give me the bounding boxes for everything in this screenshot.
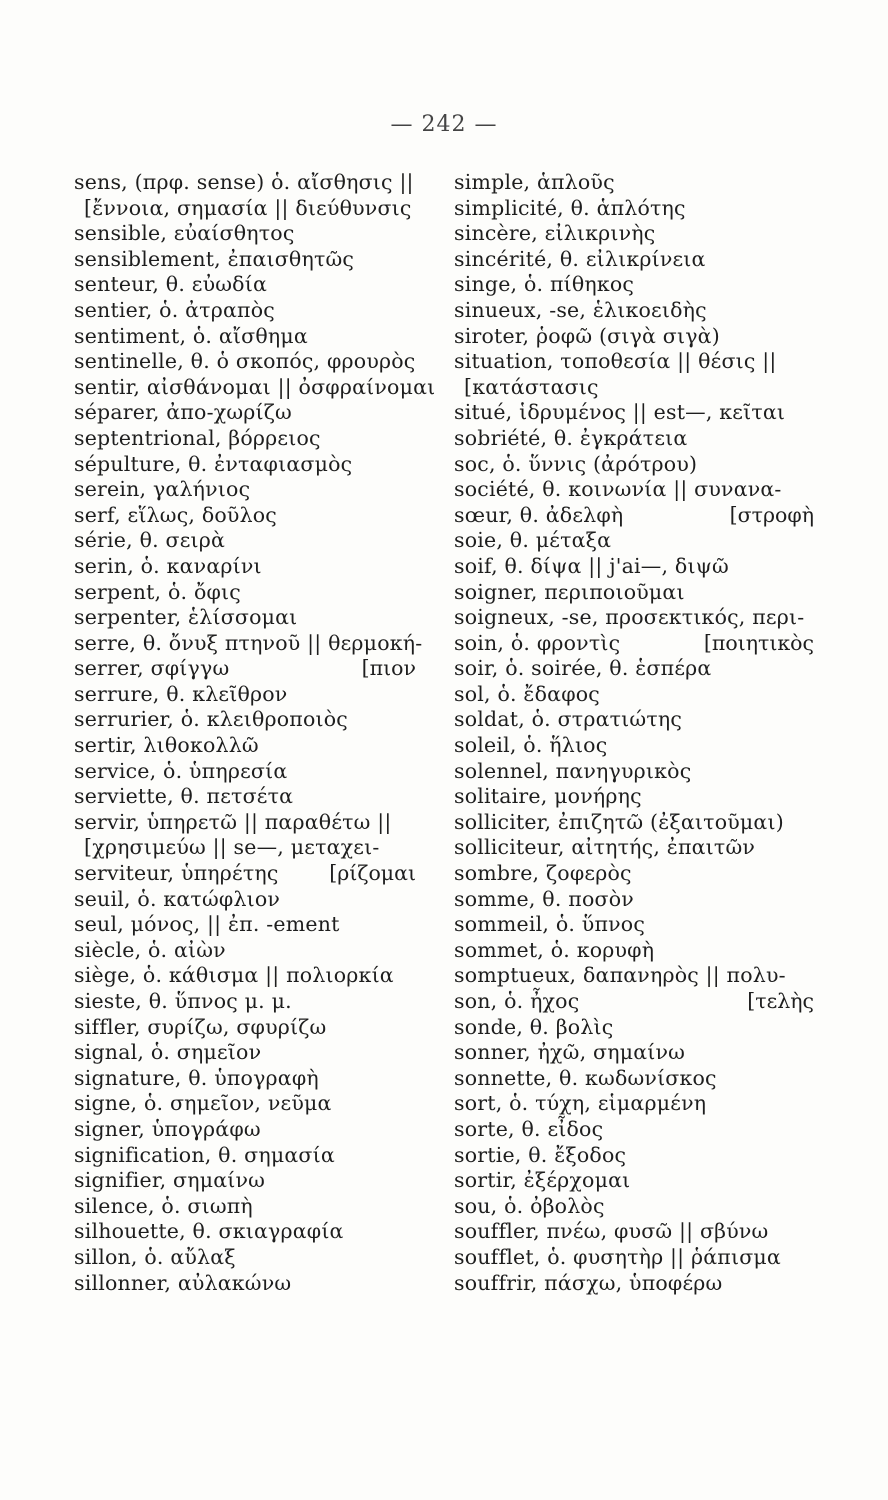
entry-text: séparer, ἀπο-χωρίζω [74, 400, 292, 425]
entry-text: situation, τοποθεσία || θέσις || [454, 349, 777, 374]
entry-text: situé, ἱδρυμένος || est—, κεῖται [454, 400, 786, 425]
entry-text: société, θ. κοινωνία || συνανα- [454, 477, 782, 502]
entry-text: sépulture, θ. ἐνταφιασμὸς [74, 451, 353, 476]
dictionary-entry [454, 1245, 844, 1271]
entry-text: souffrir, πάσχω, ὑποφέρω [454, 1270, 723, 1295]
dictionary-entry [74, 477, 444, 503]
entry-text: solliciteur, αἰτητής, ἐπαιτῶν [454, 835, 756, 860]
entry-text: singe, ὁ. πίθηκος [454, 272, 635, 297]
entry-text: sonnette, θ. κωδωνίσκος [454, 1065, 717, 1090]
dictionary-entry [454, 221, 844, 247]
dictionary-entry [74, 272, 444, 298]
entry-text: serf, εἵλως, δοῦλος [74, 502, 277, 527]
dictionary-entry [74, 784, 444, 810]
entry-text: sonner, ἠχῶ, σημαίνω [454, 1040, 686, 1065]
entry-text: sorte, θ. εἶδος [454, 1116, 604, 1141]
dictionary-entry [454, 426, 844, 452]
dictionary-entry [454, 759, 844, 785]
dictionary-entry [74, 452, 444, 478]
entry-text: simple, ἁπλοῦς [454, 170, 615, 194]
entry-text: sentier, ὁ. ἀτραπὸς [74, 297, 275, 322]
entry-text: sentinelle, θ. ὁ σκοπός, φρουρὸς [74, 349, 416, 374]
dictionary-entry [74, 554, 444, 580]
dictionary-entry [74, 1219, 444, 1245]
dictionary-entry [74, 1066, 444, 1092]
right-column [454, 170, 844, 1296]
entry-text: serrer, σφίγγω [74, 656, 230, 681]
dictionary-entry [454, 503, 844, 529]
dictionary-entry [74, 1271, 444, 1297]
entry-text: soin, ὁ. φροντὶς [454, 630, 621, 655]
dictionary-entry [74, 1015, 444, 1041]
entry-text: servir, ὑπηρετῶ || παραθέτω || [74, 809, 392, 834]
dictionary-entry [74, 861, 444, 887]
dictionary-entry [74, 810, 444, 836]
dictionary-entry [74, 963, 444, 989]
dictionary-entry [454, 682, 844, 708]
entry-text: siècle, ὁ. αἰὼν [74, 937, 226, 962]
entry-text: solitaire, μονήρης [454, 784, 642, 809]
dictionary-entry-continuation [454, 375, 844, 401]
entry-text: soldat, ὁ. στρατιώτης [454, 707, 683, 732]
dictionary-entry [74, 682, 444, 708]
entry-text: solliciter, ἐπιζητῶ (ἐξαιτοῦμαι) [454, 809, 784, 834]
dictionary-entry [74, 938, 444, 964]
entry-text: solennel, πανηγυρικὸς [454, 758, 692, 783]
dictionary-entry [74, 656, 444, 682]
left-column [74, 170, 444, 1296]
page-number: — 242 — [390, 112, 498, 137]
dictionary-entry [454, 196, 844, 222]
dictionary-entry [74, 426, 444, 452]
dictionary-entry-continuation [74, 196, 444, 222]
entry-text: somme, θ. ποσὸν [454, 886, 634, 911]
entry-text: sillon, ὁ. αὔλαξ [74, 1244, 236, 1269]
entry-text: silhouette, θ. σκιαγραφία [74, 1219, 344, 1244]
dictionary-entry [74, 1194, 444, 1220]
entry-text: sol, ὁ. ἔδαφος [454, 681, 600, 706]
entry-continuation-fragment: [στροφὴ [729, 502, 814, 527]
entry-text: sonde, θ. βολὶς [454, 1014, 614, 1039]
dictionary-entry [74, 580, 444, 606]
entry-text: signe, ὁ. σημεῖον, νεῦμα [74, 1091, 332, 1116]
dictionary-entry [454, 1066, 844, 1092]
entry-text: sensiblement, ἐπαισθητῶς [74, 246, 355, 271]
dictionary-entry [454, 605, 844, 631]
dictionary-entry [74, 1117, 444, 1143]
dictionary-entry [454, 247, 844, 273]
entry-text: soir, ὁ. soirée, θ. ἑσπέρα [454, 656, 712, 681]
entry-text: silence, ὁ. σιωπὴ [74, 1193, 253, 1218]
dictionary-entry [74, 1040, 444, 1066]
entry-text: sertir, λιθοκολλῶ [74, 733, 259, 758]
dictionary-entry [74, 375, 444, 401]
entry-text: sommeil, ὁ. ὕπνος [454, 912, 646, 937]
dictionary-entry [74, 605, 444, 631]
dictionary-entry [454, 1040, 844, 1066]
entry-text: seul, μόνος, || ἐπ. -ement [74, 912, 340, 937]
entry-text: sortie, θ. ἔξοδος [454, 1142, 627, 1167]
entry-text: sentir, αἰσθάνομαι || ὀσφραίνομαι [74, 374, 436, 399]
entry-text: soleil, ὁ. ἥλιος [454, 733, 608, 758]
entry-text: seuil, ὁ. κατώφλιον [74, 886, 281, 911]
entry-text: soie, θ. μέταξα [454, 528, 612, 553]
dictionary-entry [454, 835, 844, 861]
dictionary-entry [454, 349, 844, 375]
dictionary-entry [454, 963, 844, 989]
entry-text: soigner, περιποιοῦμαι [454, 579, 685, 604]
dictionary-entry [454, 887, 844, 913]
entry-text: serre, θ. ὄνυξ πτηνοῦ || θερμοκή- [74, 630, 423, 655]
dictionary-entry [454, 1015, 844, 1041]
dictionary-entry-continuation [74, 835, 444, 861]
entry-text: soif, θ. δίψα || j'ai—, διψῶ [454, 553, 729, 578]
entry-text: signal, ὁ. σημεῖον [74, 1040, 262, 1065]
dictionary-entry [74, 503, 444, 529]
entry-text: son, ὁ. ἦχος [454, 989, 580, 1013]
entry-text: soigneux, -se, προσεκτικός, περι- [454, 605, 805, 630]
entry-text: soufflet, ὁ. φυσητὴρ || ῥάπισμα [454, 1244, 781, 1269]
dictionary-entry [74, 887, 444, 913]
entry-text: sentiment, ὁ. αἴσθημα [74, 323, 308, 348]
dictionary-entry [454, 938, 844, 964]
entry-text: sou, ὁ. ὀβολὸς [454, 1193, 605, 1218]
entry-text: sieste, θ. ὕπνος μ. μ. [74, 989, 292, 1013]
dictionary-entry [454, 452, 844, 478]
dictionary-entry [74, 528, 444, 554]
entry-continuation-fragment: [ρίζομαι [329, 861, 416, 886]
dictionary-entry [74, 1168, 444, 1194]
entry-text: serviette, θ. πετσέτα [74, 784, 294, 809]
dictionary-entry [454, 784, 844, 810]
entry-text: serrure, θ. κλεῖθρον [74, 681, 288, 706]
entry-text: serrurier, ὁ. κλειθροποιὸς [74, 707, 348, 732]
entry-text: serpent, ὁ. ὄφις [74, 579, 241, 604]
dictionary-entry [454, 912, 844, 938]
entry-continuation-fragment: [τελὴς [747, 989, 814, 1013]
entry-text: signature, θ. ὑπογραφὴ [74, 1065, 319, 1090]
dictionary-entry [454, 861, 844, 887]
dictionary-entry [74, 349, 444, 375]
dictionary-entry [454, 1194, 844, 1220]
dictionary-entry [454, 272, 844, 298]
dictionary-entry [74, 170, 444, 196]
entry-text: sincère, εἰλικρινὴς [454, 221, 656, 246]
dictionary-entry [454, 324, 844, 350]
entry-text: sens, (πρφ. sense) ὁ. αἴσθησις || [74, 170, 414, 194]
entry-continuation-fragment: [πιον [361, 656, 416, 681]
entry-text: sillonner, αὐλακώνω [74, 1270, 292, 1295]
dictionary-entry [454, 707, 844, 733]
entry-continuation-fragment: [ποιητικὸς [703, 630, 814, 655]
entry-text: soc, ὁ. ὕννις (ἀρότρου) [454, 451, 698, 476]
entry-text: sinueux, -se, ἑλικοειδὴς [454, 297, 707, 322]
dictionary-entry [74, 989, 444, 1015]
entry-text: série, θ. σειρὰ [74, 528, 226, 553]
dictionary-entry [74, 733, 444, 759]
dictionary-entry [74, 324, 444, 350]
dictionary-entry [74, 298, 444, 324]
dictionary-entry [454, 400, 844, 426]
entry-text: serviteur, ὑπηρέτης [74, 861, 279, 886]
entry-text: somptueux, δαπανηρὸς || πολυ- [454, 963, 786, 988]
dictionary-entry [454, 810, 844, 836]
dictionary-entry [74, 1143, 444, 1169]
entry-text: sort, ὁ. τύχη, εἱμαρμένη [454, 1091, 707, 1116]
entry-text: sœur, θ. ἀδελφὴ [454, 502, 624, 527]
entry-text: signifier, σημαίνω [74, 1168, 266, 1193]
dictionary-entry [454, 1168, 844, 1194]
entry-text: signification, θ. σημασία [74, 1142, 335, 1167]
entry-text: simplicité, θ. ἁπλότης [454, 195, 686, 220]
dictionary-entry [454, 1091, 844, 1117]
entry-text: souffler, πνέω, φυσῶ || σβύνω [454, 1219, 769, 1244]
dictionary-entry [454, 656, 844, 682]
dictionary-entry [454, 1143, 844, 1169]
entry-text: sombre, ζοφερὸς [454, 861, 632, 886]
entry-text: [κατάστασις [464, 374, 599, 399]
dictionary-entry [74, 247, 444, 273]
dictionary-entry [454, 989, 844, 1015]
dictionary-entry [454, 170, 844, 196]
dictionary-entry [454, 580, 844, 606]
entry-text: signer, ὑπογράφω [74, 1116, 261, 1141]
entry-text: sobriété, θ. ἐγκράτεια [454, 425, 688, 450]
entry-text: serin, ὁ. καναρίνι [74, 553, 262, 578]
dictionary-entry [74, 912, 444, 938]
dictionary-entry [454, 477, 844, 503]
entry-text: siège, ὁ. κάθισμα || πολιορκία [74, 963, 394, 988]
dictionary-entry [454, 631, 844, 657]
dictionary-entry [74, 631, 444, 657]
entry-text: serpenter, ἑλίσσομαι [74, 605, 298, 630]
entry-text: senteur, θ. εὐωδία [74, 272, 268, 297]
dictionary-entry [74, 759, 444, 785]
dictionary-entry [454, 554, 844, 580]
entry-text: sommet, ὁ. κορυφὴ [454, 937, 655, 962]
entry-text: septentrional, βόρρειος [74, 425, 321, 450]
entry-text: service, ὁ. ὑπηρεσία [74, 758, 288, 783]
entry-text: sincérité, θ. εἰλικρίνεια [454, 246, 706, 271]
dictionary-entry [454, 528, 844, 554]
dictionary-entry [74, 707, 444, 733]
dictionary-entry [454, 1117, 844, 1143]
dictionary-entry [74, 1091, 444, 1117]
dictionary-entry [74, 1245, 444, 1271]
dictionary-entry [454, 1219, 844, 1245]
entry-text: serein, γαλήνιος [74, 477, 251, 502]
entry-text: siroter, ῥοφῶ (σιγὰ σιγὰ) [454, 323, 720, 348]
entry-text: [ἔννοια, σημασία || διεύθυνσις [84, 195, 412, 220]
dictionary-entry [454, 1271, 844, 1297]
entry-text: siffler, συρίζω, σφυρίζω [74, 1014, 327, 1039]
entry-text: [χρησιμεύω || se—, μεταχει- [84, 835, 380, 860]
entry-text: sensible, εὐαίσθητος [74, 221, 295, 246]
dictionary-entry [454, 298, 844, 324]
entry-text: sortir, ἐξέρχομαι [454, 1168, 631, 1193]
dictionary-entry [74, 221, 444, 247]
dictionary-entry [74, 400, 444, 426]
dictionary-entry [454, 733, 844, 759]
